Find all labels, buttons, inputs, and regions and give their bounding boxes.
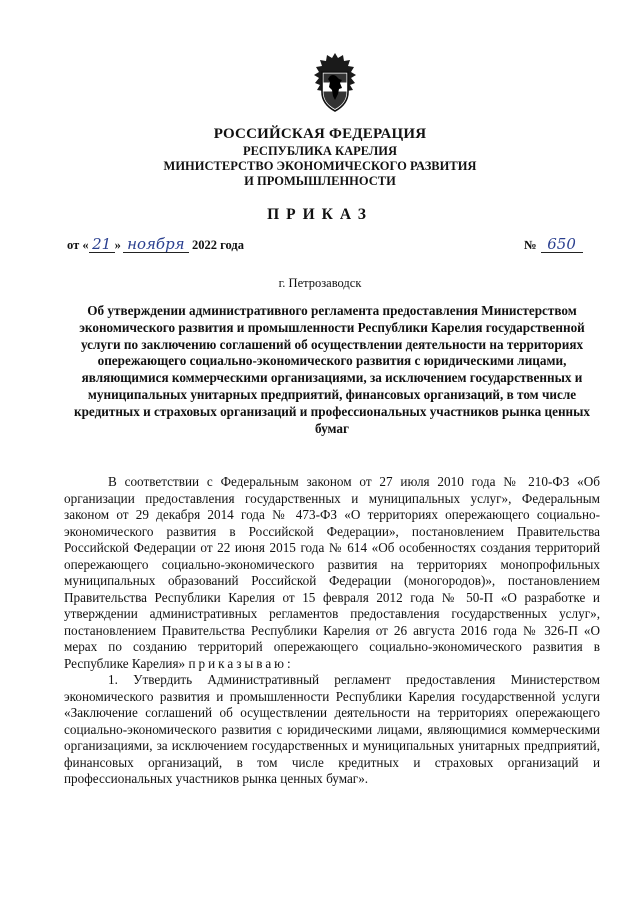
date-prefix: от «	[67, 238, 89, 252]
handwritten-day: 21	[89, 236, 115, 253]
header-country: РОССИЙСКАЯ ФЕДЕРАЦИЯ	[213, 126, 427, 142]
handwritten-month: ноября	[123, 236, 189, 253]
order-title: Об утверждении административного регламента предоставления Министерством экономического развития и промышленности Республики Карелия государственной услуги по заключению соглашений об осуществлении деятельности на территориях опережающего социально-экономического развития с юридическими лицами, являющимися коммерческими организациями, за исключением государственных и муниципальных унитарных предприятий, финансовых организаций, в том числе кредитных и страховых организаций и профессиональных участников рынка ценных бумаг	[73, 303, 591, 436]
order-body	[64, 474, 600, 788]
karelia-coat-of-arms-emblem	[313, 52, 357, 114]
number-label: №	[524, 238, 537, 252]
preamble-paragraph	[64, 474, 600, 672]
item-1-paragraph: 1. Утвердить Административный регламент предоставления Министерством экономического развития и промышленности Республики Карелия государственной услуги «Заключение соглашений об осуществлении деятельности на территориях опережающего социально-экономического развития с юридическими лицами, являющимися коммерческими организациями, за исключением государственных и муниципальных унитарных предприятий, финансовых организаций, в том числе кредитных и страховых организаций и профессиональных участников рынка ценных бумаг».	[64, 672, 600, 786]
date-year: 2022 года	[191, 238, 244, 252]
order-date	[67, 236, 244, 253]
handwritten-number: 650	[541, 236, 583, 253]
header-ministry-line2: И ПРОМЫШЛЕННОСТИ	[244, 174, 396, 188]
document-type-title: ПРИКАЗ	[267, 206, 373, 223]
header-ministry-line1: МИНИСТЕРСТВО ЭКОНОМИЧЕСКОГО РАЗВИТИЯ	[163, 159, 477, 173]
order-number	[524, 236, 583, 253]
order-word: приказываю:	[188, 655, 294, 671]
preamble-text: В соответствии с Федеральным законом от 27 июля 2010 года № 210-ФЗ «Об организации предоставления государственных и муниципальных услуг», Федеральным законом от 29 декабря 2014 года № 473-ФЗ «О территориях опережающего социально-экономического развития в Российской Федерации», постановлением Правительства Российской Федерации от 22 июня 2015 года № 614 «Об особенностях создания территорий опережающего социально-экономического развития на территориях монопрофильных муниципальных образований Российской Федерации (моногородов)», постановлением Правительства Республики Карелия от 15 февраля 2012 года № 50-П «О разработке и утверждении административных регламентов предоставления государственных услуг», постановлением Правительства Республики Карелия от 26 августа 2016 года № 326-П «О мерах по созданию территорий опережающего социально-экономического развития в Республике Карелия»	[64, 474, 600, 671]
city: г. Петрозаводск	[278, 276, 362, 290]
date-separator: »	[114, 238, 121, 252]
header-republic: РЕСПУБЛИКА КАРЕЛИЯ	[242, 144, 398, 158]
